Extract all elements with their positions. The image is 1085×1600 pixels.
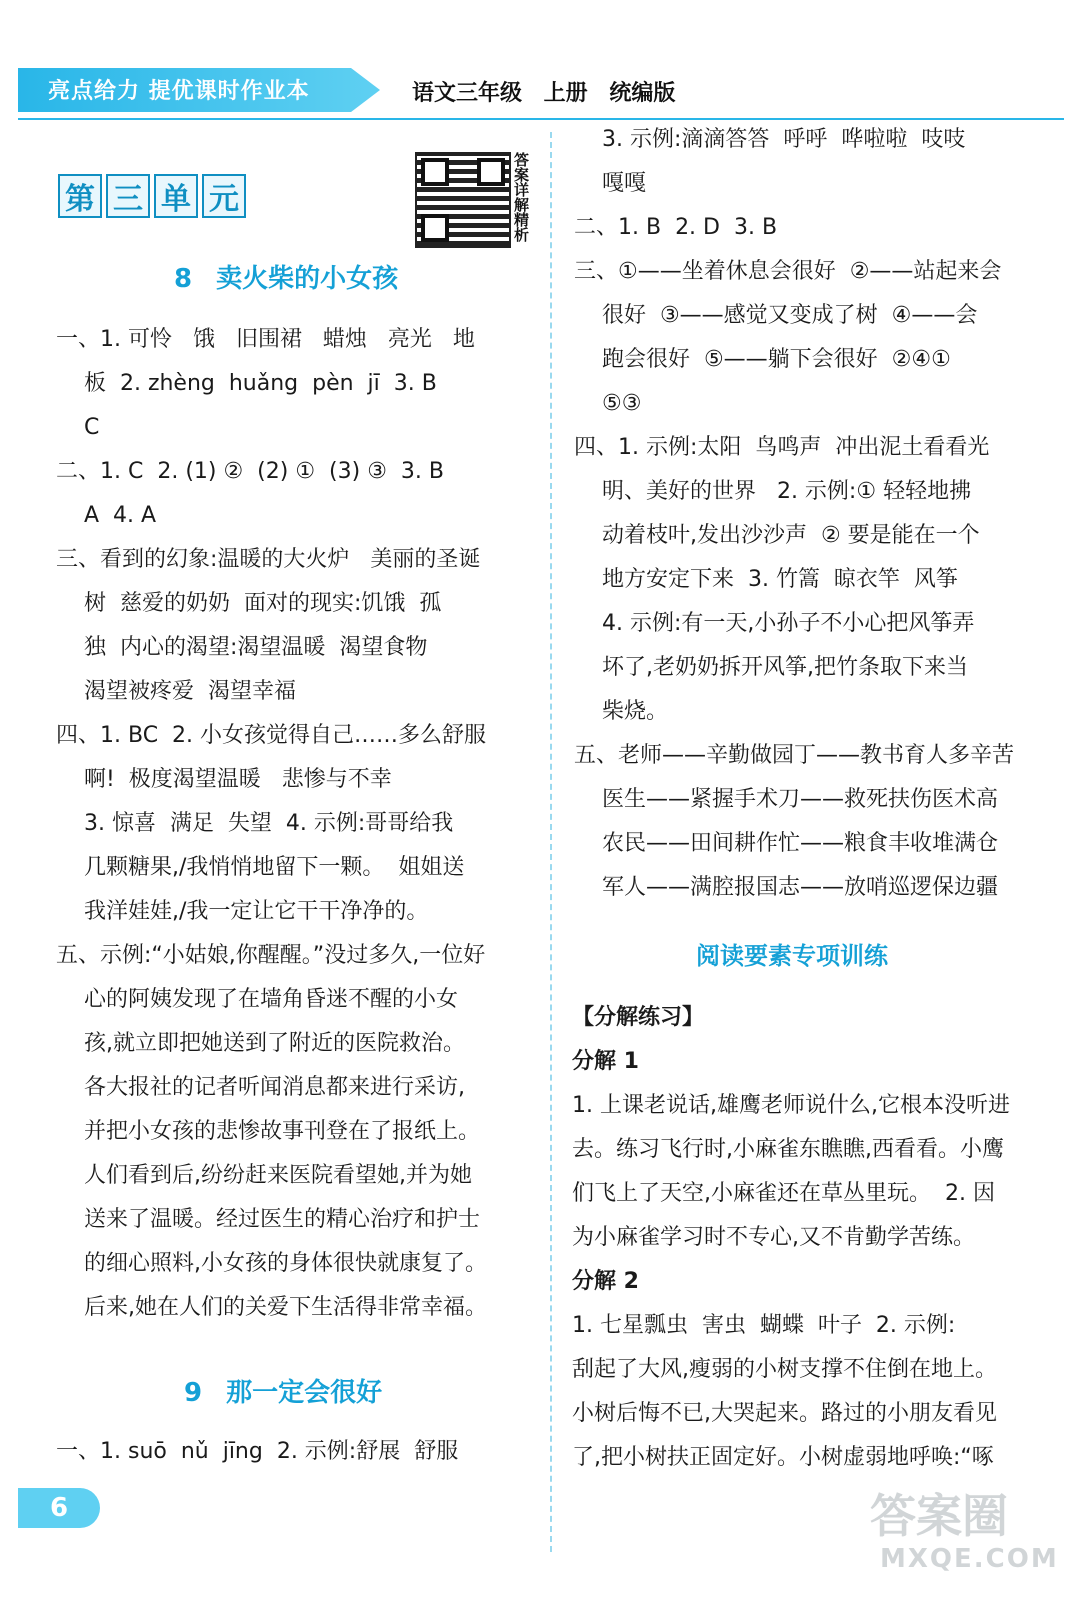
subsection-1: 分解 1: [572, 1049, 639, 1074]
answer-line: 为小麻雀学习时不专心,又不肯勤学苦练。: [572, 1225, 975, 1250]
section-tag: 【分解练习】: [572, 1005, 705, 1030]
answer-line: 并把小女孩的悲惨故事刊登在了报纸上。: [56, 1119, 480, 1144]
unit-char: 三: [106, 174, 150, 218]
unit-char: 元: [202, 174, 246, 218]
answer-line: 渴望被疼爱 渴望幸福: [56, 679, 296, 704]
answer-line: 3. 惊喜 满足 失望 4. 示例:哥哥给我: [56, 811, 454, 836]
unit-char: 第: [58, 174, 102, 218]
page-number: 6: [18, 1488, 100, 1528]
answer-line: 三、①——坐着休息会很好 ②——站起来会: [574, 259, 1002, 284]
answer-line: 板 2. zhèng huǎng pèn jī 3. B: [56, 371, 437, 396]
watermark-logo: [870, 1480, 1060, 1590]
lesson-title-8: [174, 258, 398, 295]
watermark-text: 答案圈: [870, 1489, 1008, 1543]
answer-line: 人们看到后,纷纷赶来医院看望她,并为她: [56, 1163, 472, 1188]
answer-line: 树 慈爱的奶奶 面对的现实:饥饿 孤: [56, 591, 442, 616]
answer-line: 三、看到的幻象:温暖的大火炉 美丽的圣诞: [56, 547, 481, 572]
answer-line: 4. 示例:有一天,小孙子不小心把风筝弄: [574, 611, 975, 636]
lesson-9-answers: [56, 1430, 458, 1474]
book-subject-grade: 语文三年级 上册 统编版: [412, 81, 676, 106]
answer-line: 几颗糖果,/我悄悄地留下一颗。 姐姐送: [56, 855, 465, 880]
answer-line: 二、1. B 2. D 3. B: [574, 215, 778, 240]
answer-line: A 4. A: [56, 503, 157, 528]
answer-line: 心的阿姨发现了在墙角昏迷不醒的小女: [56, 987, 458, 1012]
answer-line: 1. 七星瓢虫 害虫 蝴蝶 叶子 2. 示例:: [572, 1313, 956, 1338]
answer-line: 坏了,老奶奶拆开风筝,把竹条取下来当: [574, 655, 968, 680]
qr-finder: [477, 158, 505, 186]
lesson-9-answers-continued: [574, 118, 1014, 910]
reading-training-title: 阅读要素专项训练: [696, 942, 888, 970]
unit-title: [58, 174, 246, 218]
answer-line: 送来了温暖。经过医生的精心治疗和护士: [56, 1207, 480, 1232]
answer-line: 后来,她在人们的关爱下生活得非常幸福。: [56, 1295, 487, 1320]
answer-line: ⑤③: [574, 391, 642, 416]
answer-line: 四、1. 示例:太阳 鸟鸣声 冲出泥土看看光: [574, 435, 990, 460]
answer-line: 小树后悔不已,大哭起来。路过的小朋友看见: [572, 1401, 997, 1426]
answer-line: 刮起了大风,瘦弱的小树支撑不住倒在地上。: [572, 1357, 997, 1382]
answer-line: 二、1. C 2. (1) ② (2) ① (3) ③ 3. B: [56, 459, 444, 484]
qr-label: 答案详解精析: [512, 152, 530, 242]
answer-line: 去。练习飞行时,小麻雀东瞧瞧,西看看。小鹰: [572, 1137, 1004, 1162]
answer-line: 柴烧。: [574, 699, 668, 724]
lesson-number: 8: [174, 264, 193, 294]
answer-line: 各大报社的记者听闻消息都来进行采访,: [56, 1075, 465, 1100]
answer-line: 农民——田间耕作忙——粮食丰收堆满仓: [574, 831, 998, 856]
answer-line: 3. 示例:滴滴答答 呼呼 哗啦啦 吱吱: [574, 127, 966, 152]
unit-char: 单: [154, 174, 198, 218]
answer-line: 啊! 极度渴望温暖 悲惨与不幸: [56, 767, 392, 792]
column-divider: [550, 132, 552, 1552]
answer-line: 独 内心的渴望:渴望温暖 渴望食物: [56, 635, 428, 660]
answer-line: C: [56, 415, 100, 440]
answer-line: 我洋娃娃,/我一定让它干干净净的。: [56, 899, 429, 924]
qr-finder: [421, 158, 449, 186]
lesson-title-9: [184, 1372, 382, 1409]
subsection-1-answers: [572, 1084, 1010, 1260]
answer-line: 四、1. BC 2. 小女孩觉得自己……多么舒服: [56, 723, 487, 748]
answer-line: 一、1. 可怜 饿 旧围裙 蜡烛 亮光 地: [56, 327, 475, 352]
answer-line: 五、老师——辛勤做园丁——教书育人多辛苦: [574, 743, 1015, 768]
subsection-2: 分解 2: [572, 1269, 639, 1294]
lesson-number: 9: [184, 1378, 203, 1408]
qr-code-icon[interactable]: [415, 152, 511, 248]
answer-line: 们飞上了天空,小麻雀还在草丛里玩。 2. 因: [572, 1181, 995, 1206]
lesson-name: 那一定会很好: [226, 1378, 383, 1408]
answer-line: 了,把小树扶正固定好。小树虚弱地呼唤:“啄: [572, 1445, 994, 1470]
book-series-title: 亮点给力 提优课时作业本: [48, 79, 310, 104]
lesson-8-answers: [56, 318, 487, 1330]
subsection-2-answers: [572, 1304, 997, 1480]
answer-line: 的细心照料,小女孩的身体很快就康复了。: [56, 1251, 487, 1276]
answer-line: 地方安定下来 3. 竹篙 晾衣竿 风筝: [574, 567, 958, 592]
answer-line: 明、美好的世界 2. 示例:① 轻轻地拂: [574, 479, 972, 504]
answer-line: 一、1. suō nǔ jīng 2. 示例:舒展 舒服: [56, 1439, 459, 1464]
watermark-site: MXQE.COM: [880, 1544, 1059, 1574]
answer-line: 1. 上课老说话,雄鹰老师说什么,它根本没听进: [572, 1093, 1010, 1118]
answer-line: 动着枝叶,发出沙沙声 ② 要是能在一个: [574, 523, 980, 548]
qr-finder: [421, 214, 449, 242]
answer-line: 跑会很好 ⑤——躺下会很好 ②④①: [574, 347, 951, 372]
answer-line: 很好 ③——感觉又变成了树 ④——会: [574, 303, 978, 328]
answer-line: 军人——满腔报国志——放哨巡逻保边疆: [574, 875, 998, 900]
lesson-name: 卖火柴的小女孩: [216, 264, 399, 294]
answer-line: 孩,就立即把她送到了附近的医院救治。: [56, 1031, 465, 1056]
answer-line: 医生——紧握手术刀——救死扶伤医术高: [574, 787, 998, 812]
answer-line: 五、示例:“小姑娘,你醒醒。”没过多久,一位好: [56, 943, 486, 968]
answer-line: 嘎嘎: [574, 171, 646, 196]
